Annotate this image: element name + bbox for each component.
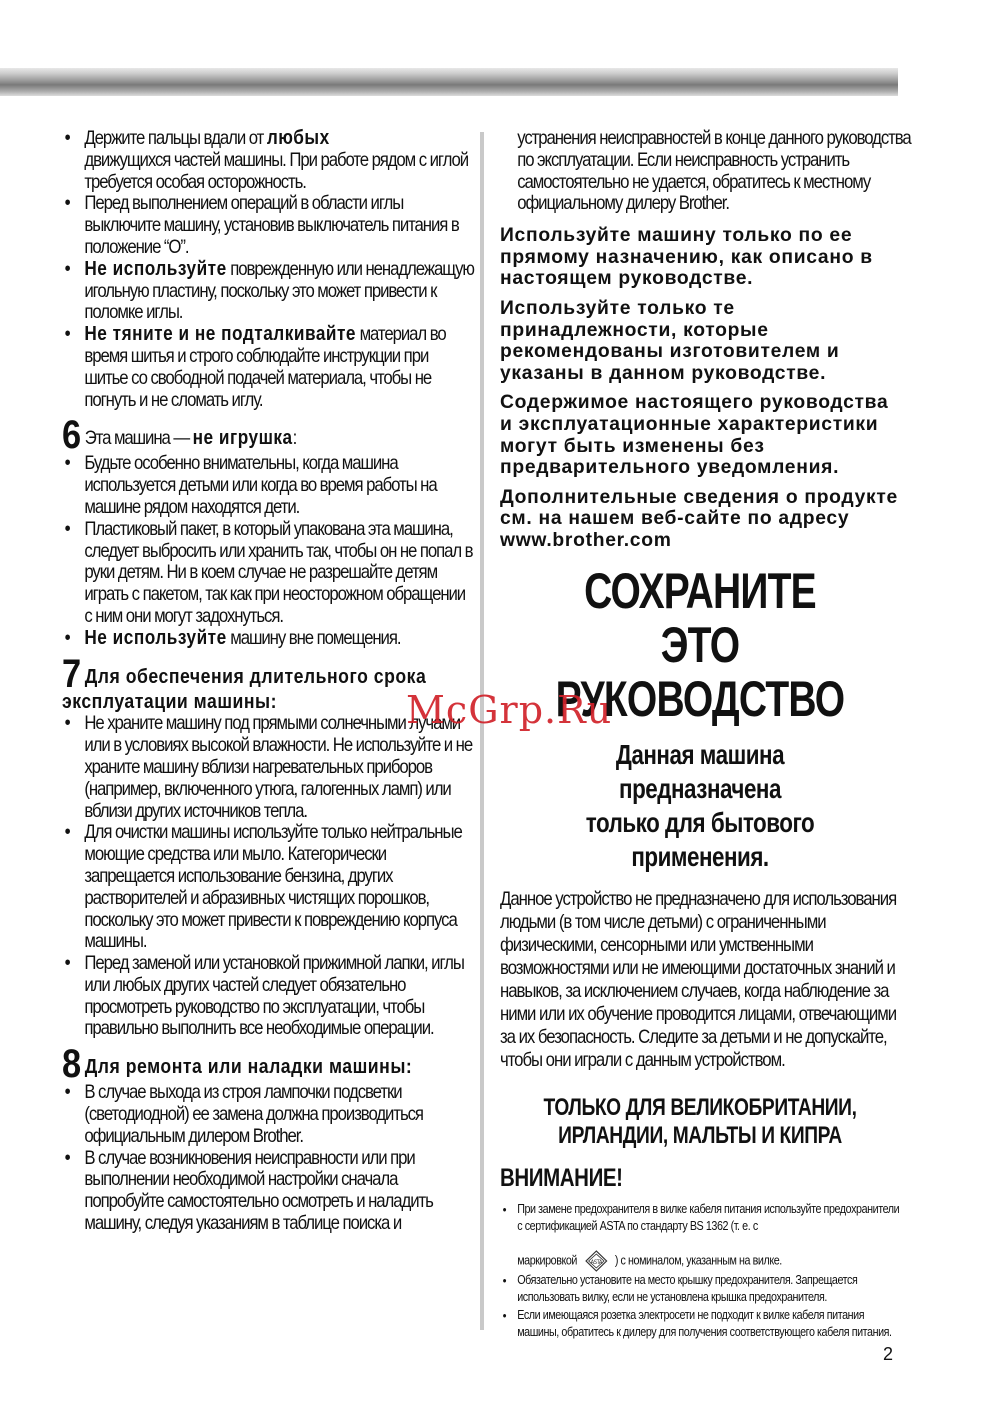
list-item: • Не храните машину под прямыми солнечными лучами или в условиях высокой влажности. Не используйте и не храните машину вблизи нагревательных приборов (например, включенного утюга, галогенных ламп) или вблизи других источников тепла.: [62, 713, 474, 822]
list-item: • В случае возникновения неисправности или при выполнении необходимой настройки сначала попробуйте самостоятельно осмотреть и наладить машину, следуя указаниям в таблице поиска и: [62, 1148, 474, 1235]
list-item: • Обязательно установите на место крышку предохранителя. Запрещается использовать вилку, если не установлена крышка предохранителя.: [500, 1272, 902, 1307]
safety-list-1: [62, 128, 474, 411]
continuation-text: устранения неисправностей в конце данного руководства по эксплуатации. Если неисправность устранить самостоятельно не удается, обратитесь к местному официальному дилеру Brother.: [517, 127, 911, 215]
warning-heading: ВНИМАНИЕ!: [500, 1163, 623, 1192]
uk-only-heading: ТОЛЬКО ДЛЯ ВЕЛИКОБРИТАНИИ, ИРЛАНДИИ, МАЛЬТЫ И КИПРА: [543, 1093, 857, 1149]
save-manual-title: СОХРАНИТЕ ЭТО РУКОВОДСТВО: [555, 562, 845, 727]
list-item: • Не тяните и не подталкивайте материал во время шитья и строго соблюдайте инструкции при шитье со свободной подачей материала, чтобы не погнуть и не сломать иглу.: [62, 324, 474, 411]
disclaimer-paragraph: Данное устройство не предназначено для использования людьми (в том числе детьми) с ограниченными физическими, сенсорными или умственными возможностями или не имеющими достаточных знаний и навыков, за исключением случаев, когда наблюдение за ними или их обучение проводится лицами, отвечающими за их безопасность. Следите за детьми и не допускайте, чтобы они играли с данным устройством.: [500, 887, 897, 1071]
notice-paragraph: Используйте машину только по ее прямому назначению, как описано в настоящем руководстве.: [500, 225, 873, 290]
watermark: McGrp.Ru: [406, 688, 613, 732]
fuse-notes: [500, 1201, 902, 1342]
section-6-list: [62, 453, 474, 649]
notice-paragraph: Содержимое настоящего руководства и эксплуатационные характеристики могут быть изменены без предварительного уведомления.: [500, 392, 889, 479]
list-item: • Если имеющаяся розетка электросети не подходит к вилке кабеля питания машины, обратитесь к дилеру для получения соответствующего кабеля питания.: [500, 1307, 902, 1342]
notice-paragraph: Используйте только те принадлежности, которые рекомендованы изготовителем и указаны в данном руководстве.: [500, 297, 840, 384]
right-column: [500, 127, 911, 1342]
bold-notices: [500, 225, 900, 551]
notice-paragraph: Дополнительные сведения о продукте см. на нашем веб-сайте по адресу www.brother.com: [500, 486, 898, 551]
bs-kitemark-icon: [585, 1250, 607, 1272]
section-7-heading: 7 Для обеспечения длительного срока эксплуатации машины:: [62, 651, 427, 713]
list-item: • Перед выполнением операций в области иглы выключите машину, установив выключатель питания в положение “O”.: [62, 193, 474, 258]
list-item: • Для очистки машины используйте только нейтральные моющие средства или мыло. Категорически запрещается использование бензина, других растворителей и абразивных чистящих порошков, поскольку это может привести к повреждению корпуса машины.: [62, 822, 474, 953]
list-item: • В случае выхода из строя лампочки подсветки (светодиодной) ее замена должна производиться официальным дилером Brother.: [62, 1082, 474, 1147]
list-item: • При замене предохранителя в вилке кабеля питания используйте предохранители с сертификацией ASTA по стандарту BS 1362 (т. е. с маркировкой ASTA ) с номиналом, указанным на вилке.: [500, 1201, 902, 1272]
header-gradient-bar: [0, 68, 898, 96]
list-item: • Не используйте поврежденную или ненадлежащую игольную пластину, поскольку это может привести к поломке иглы.: [62, 259, 474, 324]
list-item: • Держите пальцы вдали от любых движущихся частей машины. При работе рядом с иглой требуется особая осторожность.: [62, 128, 474, 193]
section-6-heading: 6 Эта машина — не игрушка:: [62, 413, 297, 458]
section-7-list: [62, 713, 474, 1040]
list-item: • Пластиковый пакет, в который упакована эта машина, следует выбросить или хранить так, чтобы он не попал в руки детям. Ни в коем случае не разрешайте детям играть с пакетом, так как при неосторожном обращении с ним они могут задохнуться.: [62, 519, 474, 628]
section-8-heading: 8 Для ремонта или наладки машины:: [62, 1042, 413, 1087]
list-item: • Не используйте машину вне помещения.: [62, 628, 474, 650]
list-item: • Будьте особенно внимательны, когда машина используется детьми или когда во время работы на машине рядом находятся дети.: [62, 453, 474, 518]
section-8-list: [62, 1082, 474, 1235]
household-use-heading: Данная машина предназначена только для бытового применения.: [585, 738, 815, 872]
list-item: • Перед заменой или установкой прижимной лапки, иглы или любых других частей следует обязательно просмотреть руководство по эксплуатации, чтобы правильно выполнить все необходимые операции.: [62, 953, 474, 1040]
left-column: [62, 127, 474, 1235]
svg-text:ASTA: ASTA: [590, 1259, 602, 1266]
page-number: 2: [883, 1344, 894, 1364]
